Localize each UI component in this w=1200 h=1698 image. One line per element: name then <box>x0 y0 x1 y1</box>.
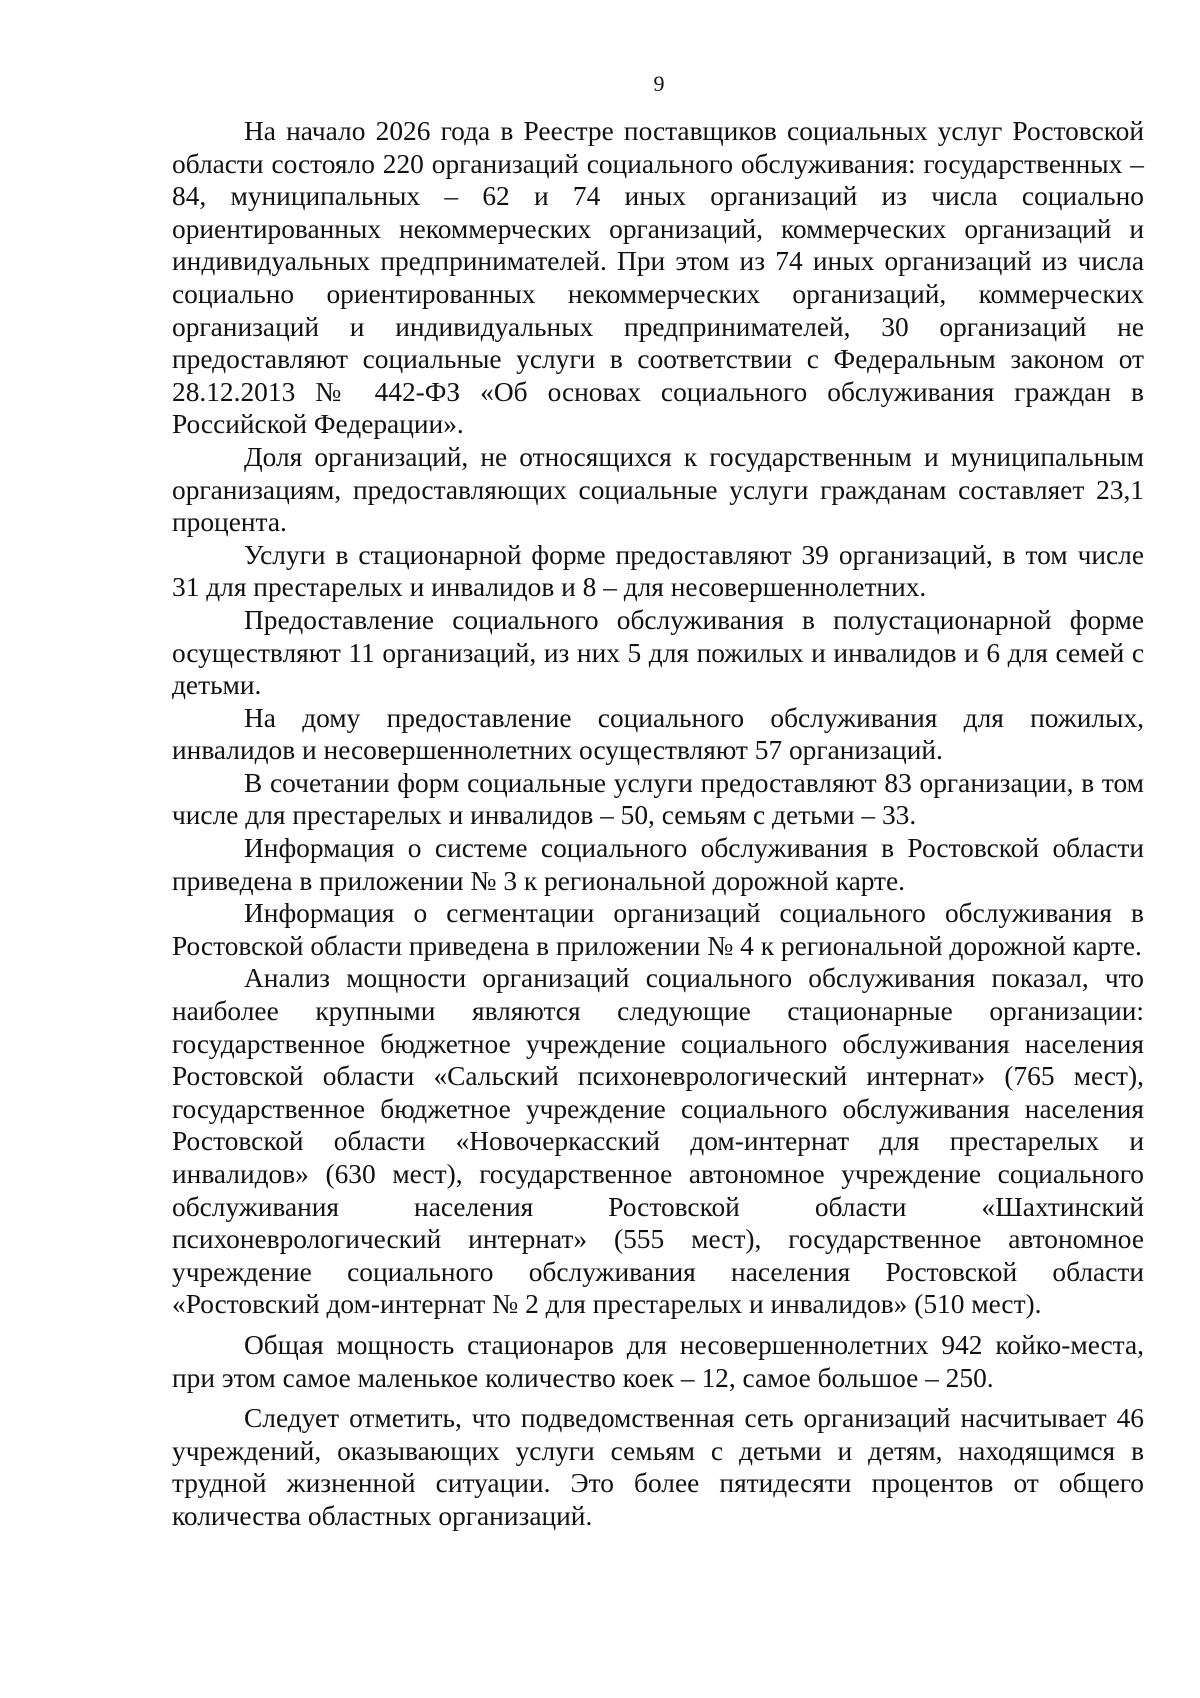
paragraph-stationary-form: Услуги в стационарной форме предоставляют 39 организаций, в том числе 31 для престарелых и инвалидов и 8 – для несовершеннолетних. <box>172 539 1144 603</box>
paragraph-combined-forms: В сочетании форм социальные услуги предоставляют 83 организации, в том числе для престарелых и инвалидов – 50, семьям с детьми – 33. <box>172 767 1144 831</box>
paragraph-appendix-4: Информация о сегментации организаций социального обслуживания в Ростовской области приведена в приложении № 4 к региональной дорожной карте. <box>172 898 1144 961</box>
paragraph-appendix-3: Информация о системе социального обслуживания в Ростовской области приведена в приложении № 3 к региональной дорожной карте. <box>172 833 1144 896</box>
paragraph-registry-providers: На начало 2026 года в Реестре поставщиков социальных услуг Ростовской области состояло 220 организаций социального обслуживания: государственных – 84, муниципальных – 62 и 74 иных организаций из числа социально ориентированных некоммерческих организаций, коммерческих организаций и индивидуальных предпринимателей. При этом из 74 иных организаций из числа социально ориентированных некоммерческих организаций, коммерческих организаций и индивидуальных предпринимателей, 30 организаций не предоставляют социальные услуги в соответствии с Федеральным законом от 28.12.2013 № 442-ФЗ «Об основах социального обслуживания граждан в Российской Федерации». <box>172 116 1144 440</box>
paragraph-home-services: На дому предоставление социального обслуживания для пожилых, инвалидов и несовершеннолетних осуществляют 57 организаций. <box>172 702 1144 766</box>
paragraph-non-state-share: Доля организаций, не относящихся к государственным и муниципальным организациям, предоставляющих социальные услуги гражданам составляет 23,1 процента. <box>172 441 1144 538</box>
paragraph-minors-capacity: Общая мощность стационаров для несовершеннолетних 942 койко-места, при этом самое маленькое количество коек – 12, самое большое – 250. <box>172 1329 1144 1393</box>
paragraph-capacity-analysis: Анализ мощности организаций социального обслуживания показал, что наиболее крупными являются следующие стационарные организации: государственное бюджетное учреждение социального обслуживания населения Ростовской области «Сальский психоневрологический интернат» (765 мест), государственное бюджетное учреждение социального обслуживания населения Ростовской области «Новочеркасский дом-интернат для престарелых и инвалидов» (630 мест), государственное автономное учреждение социального обслуживания населения Ростовской области «Шахтинский психоневрологический интернат» (555 мест), государственное автономное учреждение социального обслуживания населения Ростовской области «Ростовский дом-интернат № 2 для престарелых и инвалидов» (510 мест). <box>172 963 1144 1320</box>
paragraph-family-services: Следует отметить, что подведомственная сеть организаций насчитывает 46 учреждений, оказывающих услуги семьям с детьми и детям, находящимся в трудной жизненной ситуации. Это более пятидесяти процентов от общего количества областных организаций. <box>172 1403 1144 1531</box>
page-number: 9 <box>653 71 665 96</box>
document-body <box>172 115 1144 1533</box>
paragraph-semi-stationary-form: Предоставление социального обслуживания в полустационарной форме осуществляют 11 организаций, из них 5 для пожилых и инвалидов и 6 для семей с детьми. <box>172 604 1144 701</box>
